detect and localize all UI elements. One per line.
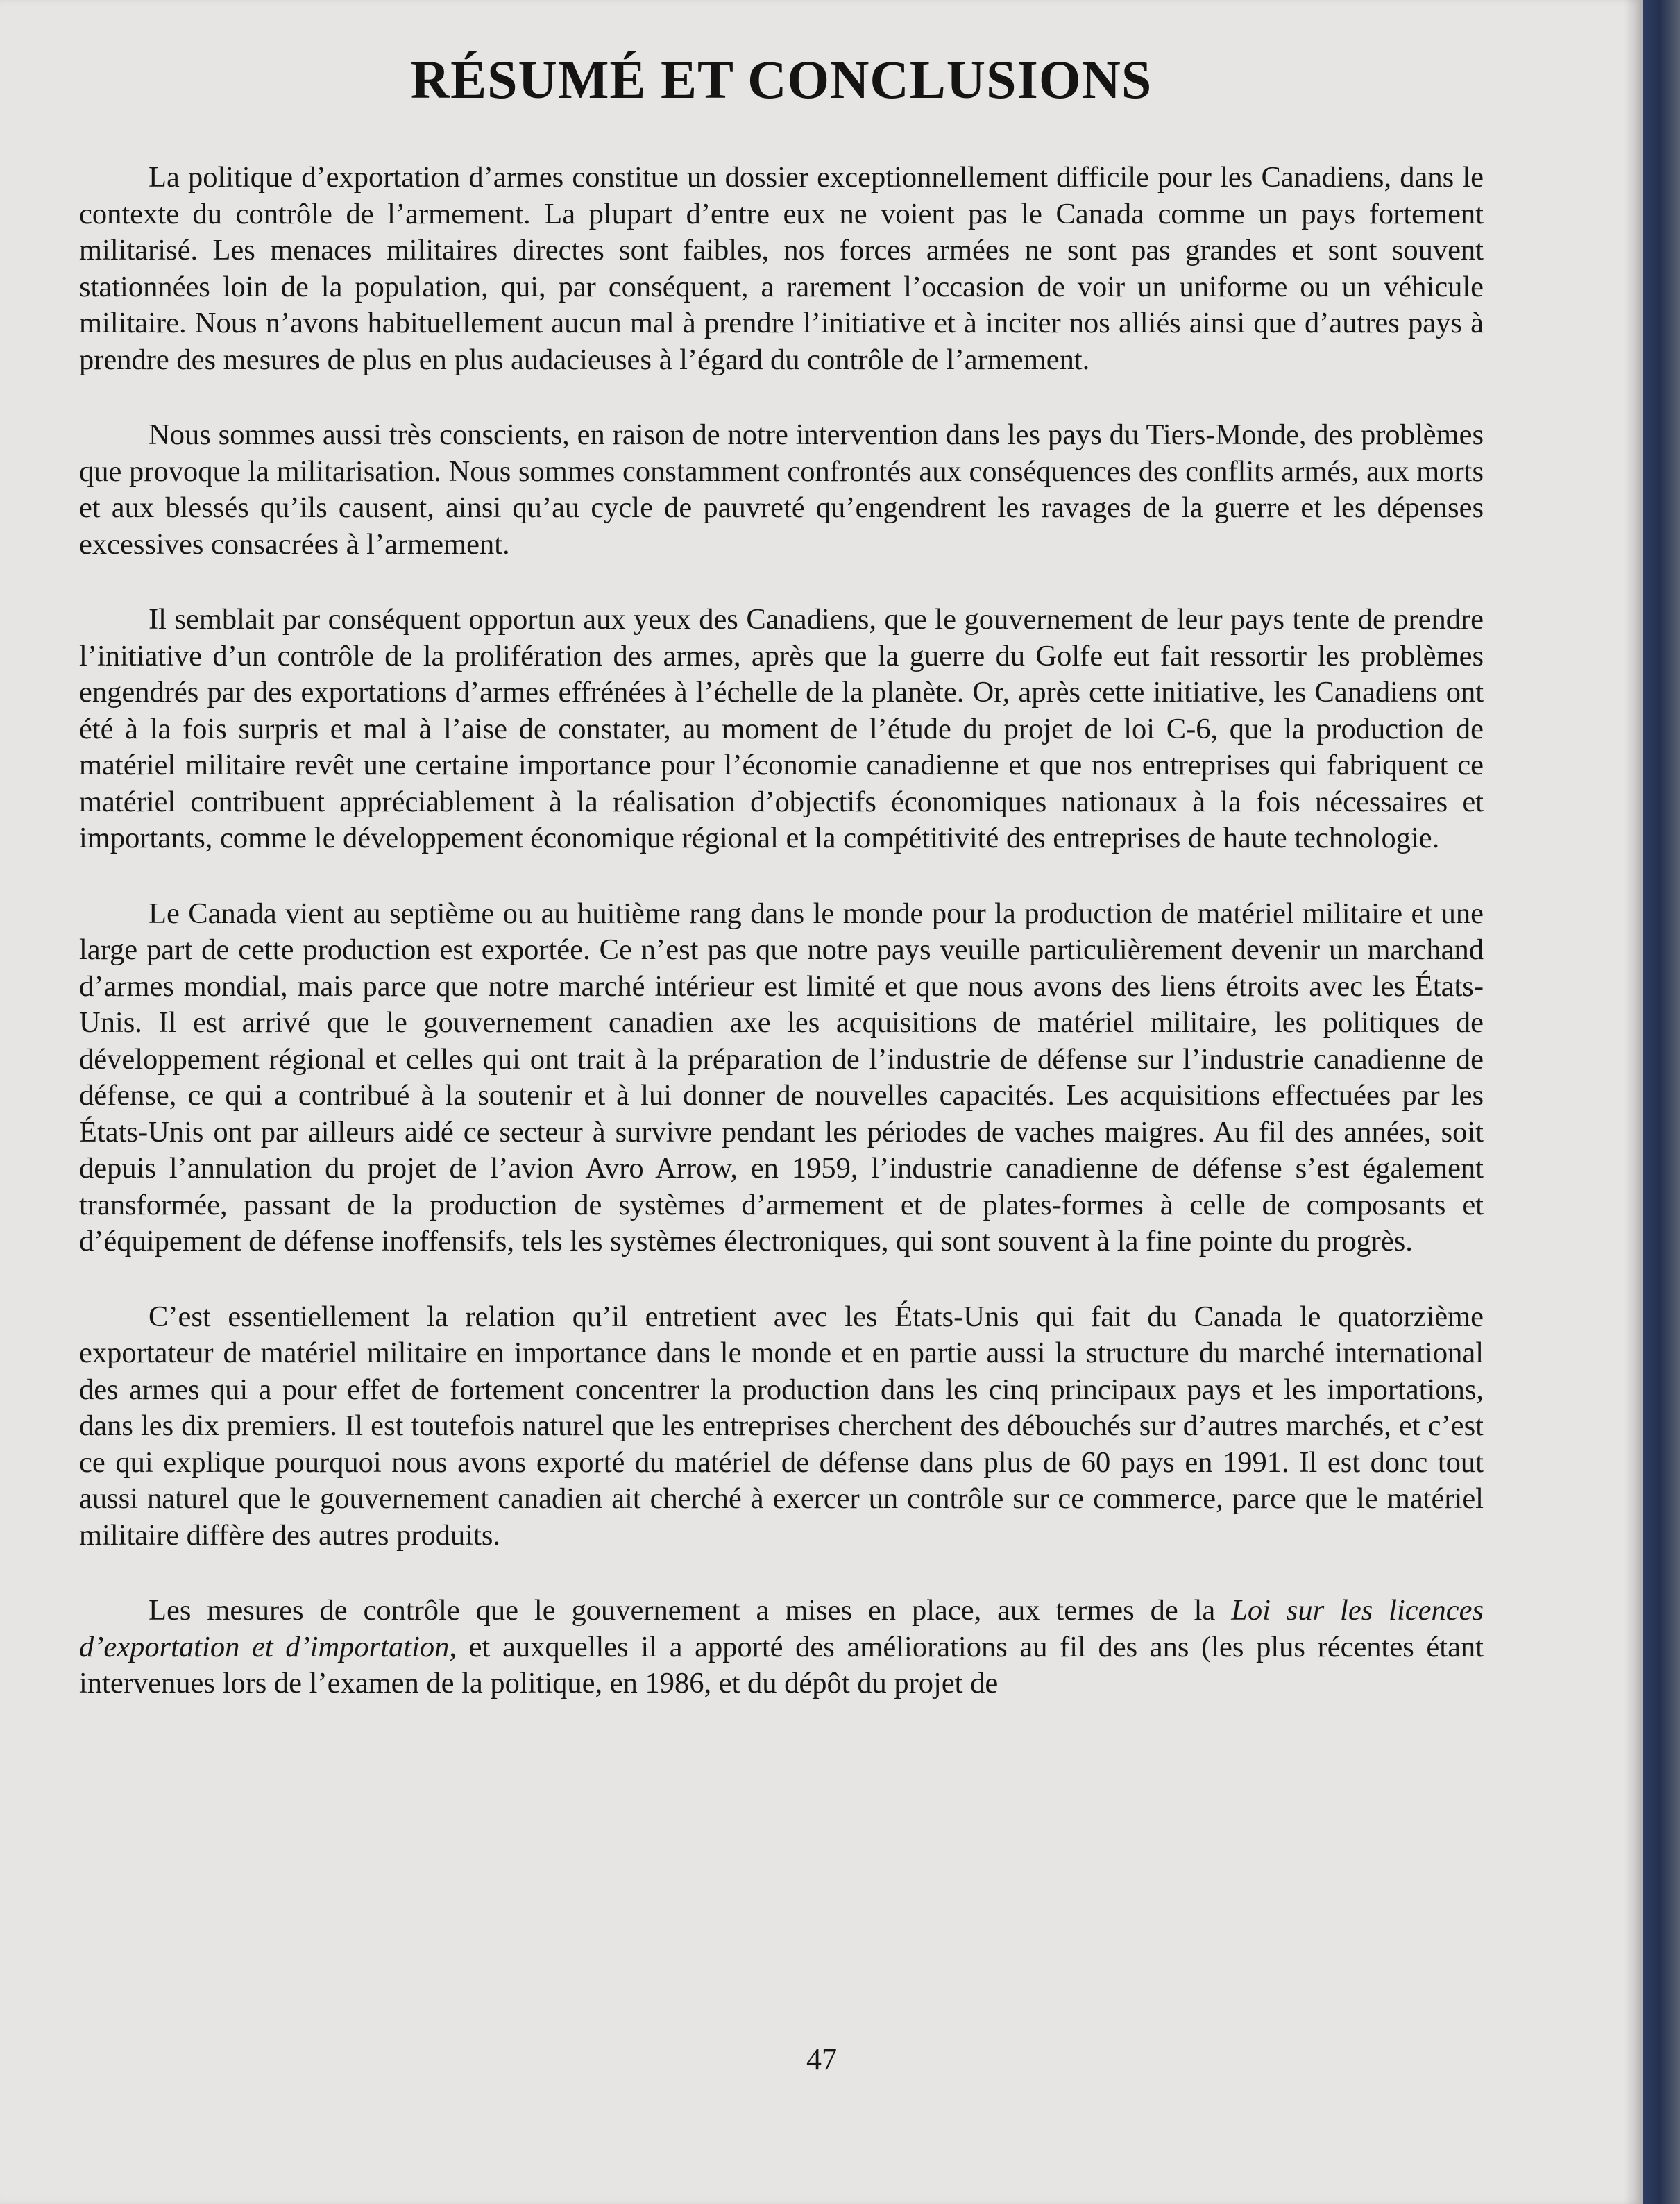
paragraph-6-text-after: et auxquelles il a apporté des améliorations au fil des ans (les plus récentes étant intervenues lors de l’examen de la politique, en 1986, et du dépôt du projet de bbox=[79, 1630, 1484, 1699]
law-title-italic: Loi sur les licences d’exportation et d’importation, bbox=[79, 1594, 1484, 1663]
book-binding-edge bbox=[1643, 0, 1680, 2204]
paragraph-1: La politique d’exportation d’armes constitue un dossier exceptionnellement difficile pour les Canadiens, dans le contexte du contrôle de l’armement. La plupart d’entre eux ne voient pas le Canada comme un pays fortement militarisé. Les menaces militaires directes sont faibles, nos forces armées ne sont pas grandes et sont souvent stationnées loin de la population, qui, par conséquent, a rarement l’occasion de voir un uniforme ou un véhicule militaire. Nous n’avons habituellement aucun mal à prendre l’initiative et à inciter nos alliés ainsi que d’autres pays à prendre des mesures de plus en plus audacieuses à l’égard du contrôle de l’armement. bbox=[79, 161, 1484, 376]
paragraph-6 bbox=[79, 1593, 1484, 1702]
paragraph-3: Il semblait par conséquent opportun aux yeux des Canadiens, que le gouvernement de leur pays tente de prendre l’initiative d’un contrôle de la prolifération des armes, après que la guerre du Golfe eut fait ressortir les problèmes engendrés par des exportations d’armes effrénées à l’échelle de la planète. Or, après cette initiative, les Canadiens ont été à la fois surpris et mal à l’aise de constater, au moment de l’étude du projet de loi C-6, que la production de matériel militaire revêt une certaine importance pour l’économie canadienne et que nos entreprises qui fabriquent ce matériel contribuent appréciablement à la réalisation d’objectifs économiques nationaux à la fois nécessaires et importants, comme le développement économique régional et la compétitivité des entreprises de haute technologie. bbox=[79, 603, 1484, 854]
paragraph-5: C’est essentiellement la relation qu’il entretient avec les États-Unis qui fait du Canada le quatorzième exportateur de matériel militaire en importance dans le monde et en partie aussi la structure du marché international des armes qui a pour effet de fortement concentrer la production dans les cinq principaux pays et les importations, dans les dix premiers. Il est toutefois naturel que les entreprises cherchent des débouchés sur d’autres marchés, et c’est ce qui explique pourquoi nous avons exporté du matériel de défense dans plus de 60 pays en 1991. Il est donc tout aussi naturel que le gouvernement canadien ait cherché à exercer un contrôle sur ce commerce, parce que le matériel militaire diffère des autres produits. bbox=[79, 1300, 1484, 1552]
page-content bbox=[79, 49, 1484, 1741]
page-title: RÉSUMÉ ET CONCLUSIONS bbox=[410, 49, 1153, 110]
paragraph-4: Le Canada vient au septième ou au huitième rang dans le monde pour la production de matériel militaire et une large part de cette production est exportée. Ce n’est pas que notre pays veuille particulièrement devenir un marchand d’armes mondial, mais parce que notre marché intérieur est limité et que nous avons des liens étroits avec les États-Unis. Il est arrivé que le gouvernement canadien axe les acquisitions de matériel militaire, les politiques de développement régional et celles qui ont trait à la préparation de l’industrie de défense sur l’industrie canadienne de défense, ce qui a contribué à la soutenir et à lui donner de nouvelles capacités. Les acquisitions effectuées par les États-Unis ont par ailleurs aidé ce secteur à survivre pendant les périodes de vaches maigres. Au fil des années, soit depuis l’annulation du projet de l’avion Avro Arrow, en 1959, l’industrie canadienne de défense s’est également transformée, passant de la production de systèmes d’armement et de plates-formes à celle de composants et d’équipement de défense inoffensifs, tels les systèmes électroniques, qui sont souvent à la fine pointe du progrès. bbox=[79, 897, 1484, 1257]
paragraph-6-text-before: Les mesures de contrôle que le gouvernement a mises en place, aux termes de la bbox=[149, 1594, 1232, 1627]
page-number: 47 bbox=[806, 2042, 837, 2076]
paragraph-2: Nous sommes aussi très conscients, en raison de notre intervention dans les pays du Tiers-Monde, des problèmes que provoque la militarisation. Nous sommes constamment confrontés aux conséquences des conflits armés, aux morts et aux blessés qu’ils causent, ainsi qu’au cycle de pauvreté qu’engendrent les ravages de la guerre et les dépenses excessives consacrées à l’armement. bbox=[79, 418, 1484, 561]
page-shadow-edge bbox=[1624, 0, 1643, 2204]
